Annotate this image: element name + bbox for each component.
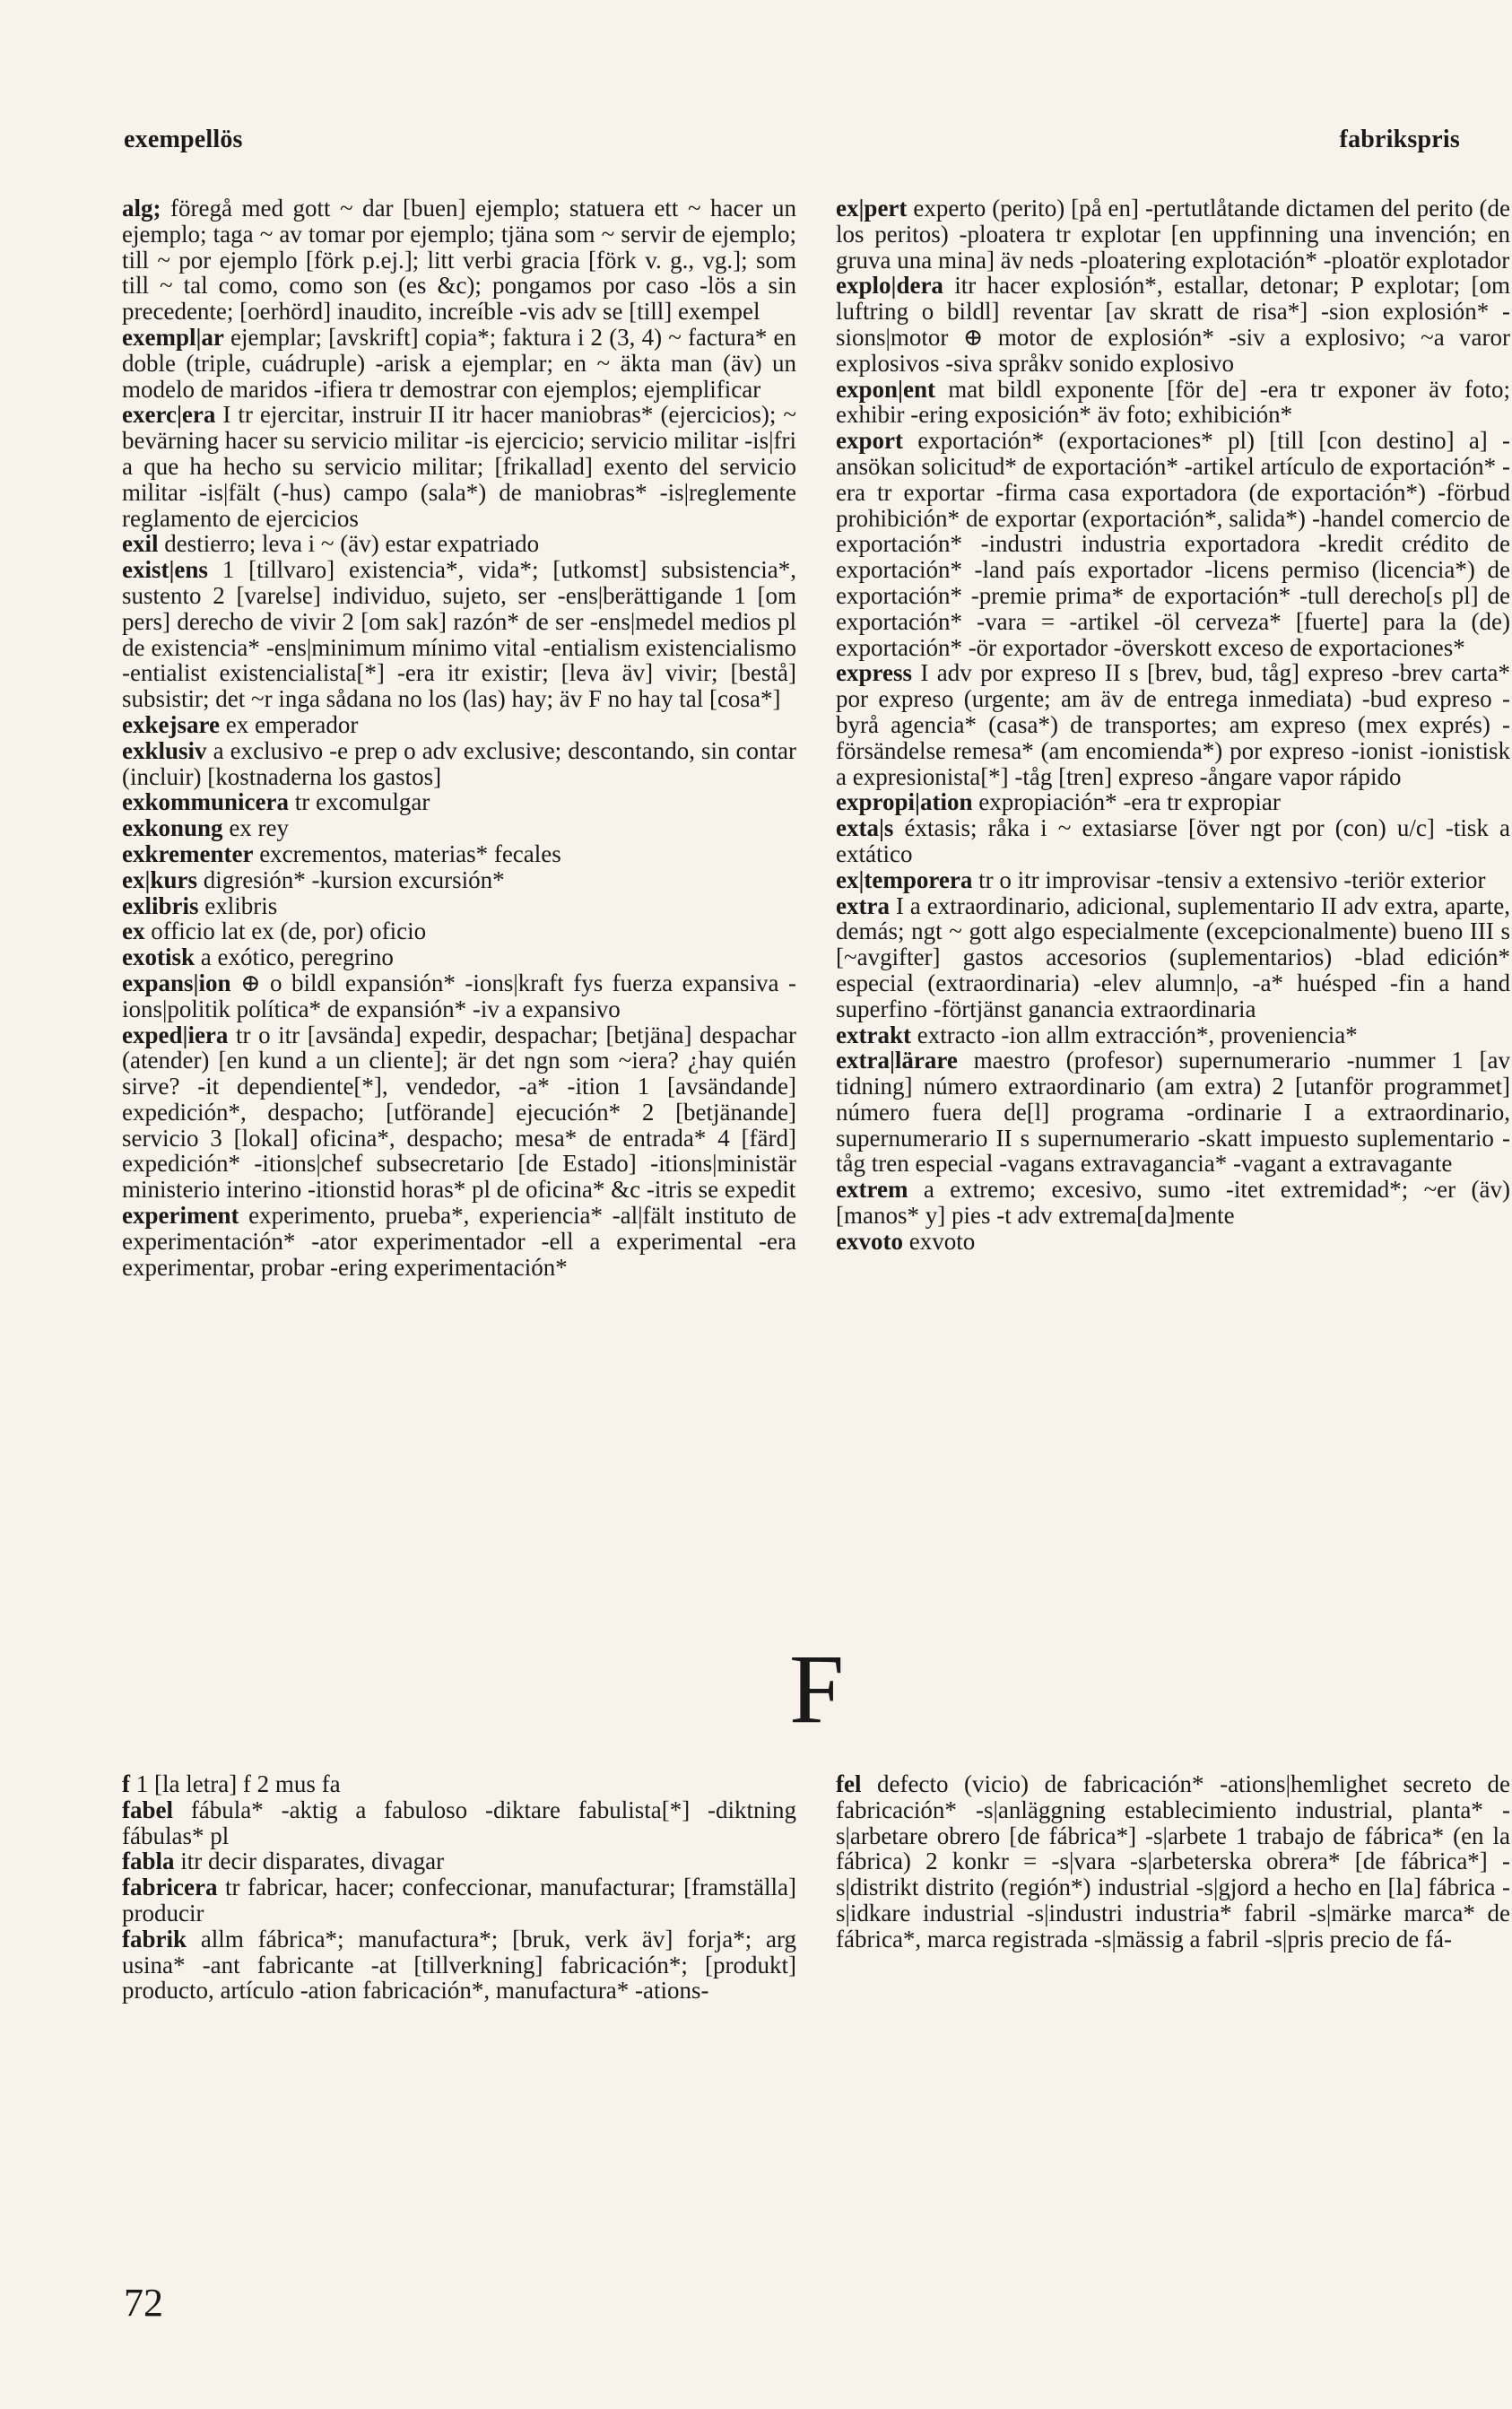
dictionary-entry: extra I a extraordinario, adicional, suplementario II adv extra, aparte, demás; ngt ~ gott algo especialmente (excepcionalmente) bueno III s [~avgifter] gastos accesorios (suplementarios) -blad edición* especial (extraordinaria) -elev alumn|o, -a* huésped -fin a hand superfino -förtjänst ganancia extraordinaria — [836, 891, 1510, 1022]
dictionary-entry: exped|iera tr o itr [avsända] expedir, despachar; [betjäna] despachar (atender) [en kund a un cliente]; är det ngn som ~iera? ¿hay quién sirve? -it dependiente[*], vendedor, -a* -ition 1 [avsändande] expedición*, despacho; [utförande] ejecución* 2 [betjänande] servicio 3 [lokal] oficina*, despacho; mesa* de entrada* 4 [färd] expedición* -itions|chef subsecretario [de Estado] -itions|ministär ministerio interino -itionstid horas* pl de oficina* &c -itris se expedit — [122, 1021, 796, 1204]
dictionary-entry: exlibris exlibris — [122, 891, 278, 919]
dictionary-entry: export exportación* (exportaciones* pl) [till [con destino] a] -ansökan solicitud* de exportación* -artikel artículo de exportación* -era tr exportar -firma casa exportadora (de exportación*) -förbud prohibición* de exportar (exportación*, salida*) -handel comercio de exportación* -industri industria exportadora -kredit crédito de exportación* -land país exportador -licens permiso (licencia*) de exportación* -premie prima* de exportación* -tull derecho[s pl] de exportación* -vara = -artikel -öl cerveza* [fuerte] para la (de) exportación* -ör exportador -överskott exceso de exportaciones* — [836, 427, 1510, 661]
dictionary-entry: explo|dera itr hacer explosión*, estallar, detonar; P explotar; [om luftring o bildl] reventar [av skratt de risa*] -sion explosión* -sions|motor ⊕ motor de explosión* -siv a explosivo; ~a varor explosivos -siva språkv sonido explosivo — [836, 272, 1510, 377]
entry-headword: explo|dera — [836, 272, 943, 300]
dictionary-entry: exkrementer excrementos, materias* fecales — [122, 839, 561, 867]
dictionary-entry: exil destierro; leva i ~ (äv) estar expatriado — [122, 530, 540, 558]
entry-headword: extra — [836, 891, 890, 919]
dictionary-entry: ex officio lat ex (de, por) oficio — [122, 918, 427, 945]
entry-headword: experiment — [122, 1202, 239, 1230]
column-top-left — [122, 196, 796, 1280]
entry-headword: exlibris — [122, 891, 199, 919]
dictionary-entry: experiment experimento, prueba*, experiencia* -al|fält instituto de experimentación* -ator experimentador -ell a experimental -era experimentar, probar -ering experimentación* — [122, 1202, 796, 1281]
entry-headword: fel — [836, 1770, 862, 1797]
dictionary-entry: ex|pert experto (perito) [på en] -pertutlåtande dictamen del perito (de los peritos) -ploatera tr explotar [en uppfinning una invención; en gruva una mina] äv neds -ploatering explotación* -ploatör explotador — [836, 195, 1510, 274]
dictionary-entry: fabel fábula* -aktig a fabuloso -diktare fabulista[*] -diktning fábulas* pl — [122, 1796, 796, 1849]
dictionary-entry: exvoto exvoto — [836, 1227, 976, 1255]
section-letter: F — [789, 1634, 845, 1744]
entry-headword: exped|iera — [122, 1021, 229, 1048]
dictionary-entry: exerc|era I tr ejercitar, instruir II itr hacer maniobras* (ejercicios); ~ bevärning hacer su servicio militar -is ejercicio; servicio militar -is|fri a que ha hecho su servicio militar; [frikallad] exento del servicio militar -is|fält (-hus) campo (sala*) de maniobras* -is|reglemente reglamento de ejercicios — [122, 401, 796, 532]
dictionary-entry: fabrik allm fábrica*; manufactura*; [bruk, verk äv] forja*; arg usina* -ant fabricante -at [tillverkning] fabricación*; [produkt] producto, artículo -ation fabricación*, manufactura* -ations- — [122, 1925, 796, 2005]
entry-headword: fabel — [122, 1796, 173, 1823]
dictionary-entry: exkommunicera tr excomulgar — [122, 788, 430, 816]
dictionary-entry: f 1 [la letra] f 2 mus fa — [122, 1770, 341, 1797]
dictionary-entry: exta|s éxtasis; råka i ~ extasiarse [över ngt por (con) u/c] -tisk a extático — [836, 814, 1510, 867]
entry-headword: ex|temporera — [836, 865, 973, 893]
entry-headword: exklusiv — [122, 736, 207, 764]
dictionary-entry: extrakt extracto -ion allm extracción*, proveniencia* — [836, 1021, 1358, 1048]
entry-headword: fabla — [122, 1848, 175, 1875]
dictionary-entry: fel defecto (vicio) de fabricación* -ations|hemlighet secreto de fabricación* -s|anläggning establecimiento industrial, planta* -s|arbetare obrero [de fábrica*] -s|arbete 1 trabajo de fábrica* (en la fábrica) 2 konkr = -s|vara -s|arbeterska obrera* [de fábrica*] -s|distrikt distrito (región*) industrial -s|gjord a hecho en [la] fábrica -s|idkare industrial -s|industri industria* fabril -s|märke marca* de fábrica*, marca registrada -s|mässig a fabril -s|pris precio de fá- — [836, 1770, 1510, 1952]
dictionary-entry: exotisk a exótico, peregrino — [122, 944, 394, 971]
entry-headword: exkrementer — [122, 839, 254, 867]
dictionary-entry: express I adv por expreso II s [brev, bud, tåg] expreso -brev carta* por expreso (urgente; am äv de entrega inmediata) -bud expreso -byrå agencia* (casa*) de transportes; am expreso (mex exprés) -försändelse remesa* (am encomienda*) por expreso -ionist -ionistisk a expresionista[*] -tåg [tren] expreso -ångare vapor rápido — [836, 659, 1510, 790]
entry-headword: extrakt — [836, 1021, 911, 1048]
column-bottom-right — [836, 1771, 1510, 1952]
dictionary-entry: fabricera tr fabricar, hacer; confeccionar, manufacturar; [framställa] producir — [122, 1874, 796, 1926]
dictionary-entry: ex|temporera tr o itr improvisar -tensiv a extensivo -teriör exterior — [836, 865, 1486, 893]
entry-headword: exerc|era — [122, 401, 216, 429]
entry-headword: expon|ent — [836, 375, 935, 403]
dictionary-entry: ex|kurs digresión* -kursion excursión* — [122, 865, 505, 893]
dictionary-entry: exklusiv a exclusivo -e prep o adv exclusive; descontando, sin contar (incluir) [kostnaderna los gastos] — [122, 736, 796, 790]
entry-headword: fabricera — [122, 1874, 218, 1901]
dictionary-entry: expropi|ation expropiación* -era tr expropiar — [836, 788, 1281, 816]
entry-headword: exist|ens — [122, 556, 208, 584]
dictionary-entry: exempl|ar ejemplar; [avskrift] copia*; faktura i 2 (3, 4) ~ factura* en doble (triple, cuádruple) -arisk a ejemplar; en ~ äkta man (äv) un modelo de maridos -ifiera tr demostrar con ejemplos; ejemplificar — [122, 323, 796, 403]
entry-headword: exil — [122, 530, 159, 558]
entry-headword: exvoto — [836, 1227, 903, 1255]
entry-headword: ex|pert — [836, 195, 908, 222]
entry-headword: extra|lärare — [836, 1047, 958, 1074]
entry-headword: exempl|ar — [122, 323, 224, 351]
entry-headword: extrem — [836, 1176, 908, 1204]
column-top-right — [836, 196, 1510, 1255]
dictionary-entry: alg; föregå med gott ~ dar [buen] ejemplo; statuera ett ~ hacer un ejemplo; taga ~ av tomar por ejemplo; tjäna som ~ servir de ejemplo; till ~ por ejemplo [förk p.ej.]; litt verbi gracia [förk v. g., vg.]; som till ~ tal como, como son (es &c); pongamos por caso -lös a sin precedente; [oerhörd] inaudito, increíble -vis adv se [till] exempel — [122, 195, 796, 326]
dictionary-entry: extra|lärare maestro (profesor) supernumerario -nummer 1 [av tidning] número extraordinario (am extra) 2 [utanför programmet] número fuera de[l] programa -ordinarie I a extraordinario, supernumerario II s supernumerario -skatt impuesto suplementario -tåg tren especial -vagans extravagancia* -vagant a extravagante — [836, 1047, 1510, 1178]
entry-headword: exotisk — [122, 944, 195, 971]
entry-headword: alg; — [122, 195, 161, 222]
header-right-guide-word: fabrikspris — [1339, 126, 1460, 153]
dictionary-entry: fabla itr decir disparates, divagar — [122, 1848, 445, 1875]
dictionary-entry: exkejsare ex emperador — [122, 710, 359, 738]
entry-headword: ex|kurs — [122, 865, 197, 893]
entry-headword: export — [836, 427, 903, 455]
dictionary-entry: exist|ens 1 [tillvaro] existencia*, vida*; [utkomst] subsistencia*, sustento 2 [varelse] individuo, sujeto, ser -ens|berättigande 1 [om pers] derecho de vivir 2 [om sak] razón* de ser -ens|medel medios pl de existencia* -ens|minimum mínimo vital -entialism existencialismo -entialist existencialista[*] -era itr existir; [leva äv] vivir; [bestå] subsistir; det ~r inga sådana no los (las) hay; äv F no hay tal [cosa*] — [122, 556, 796, 713]
dictionary-entry: exkonung ex rey — [122, 814, 290, 842]
page-number: 72 — [124, 2281, 163, 2325]
entry-headword: fabrik — [122, 1925, 187, 1952]
entry-headword: exkonung — [122, 814, 223, 842]
dictionary-entry: expon|ent mat bildl exponente [för de] -era tr exponer äv foto; exhibir -ering exposición* äv foto; exhibición* — [836, 375, 1510, 429]
entry-headword: expropi|ation — [836, 788, 973, 816]
entry-headword: f — [122, 1770, 130, 1797]
entry-headword: exkejsare — [122, 710, 220, 738]
entry-headword: exkommunicera — [122, 788, 289, 816]
entry-headword: exta|s — [836, 814, 894, 842]
entry-headword: ex — [122, 918, 145, 945]
column-bottom-left — [122, 1771, 796, 2004]
entry-headword: express — [836, 659, 912, 687]
dictionary-entry: expans|ion ⊕ o bildl expansión* -ions|kraft fys fuerza expansiva -ions|politik política* de expansión* -iv a expansivo — [122, 969, 796, 1022]
header-left-guide-word: exempellös — [124, 126, 243, 153]
dictionary-entry: extrem a extremo; excesivo, sumo -itet extremidad*; ~er (äv) [manos* y] pies -t adv extrema[da]mente — [836, 1176, 1510, 1230]
entry-headword: expans|ion — [122, 969, 231, 996]
